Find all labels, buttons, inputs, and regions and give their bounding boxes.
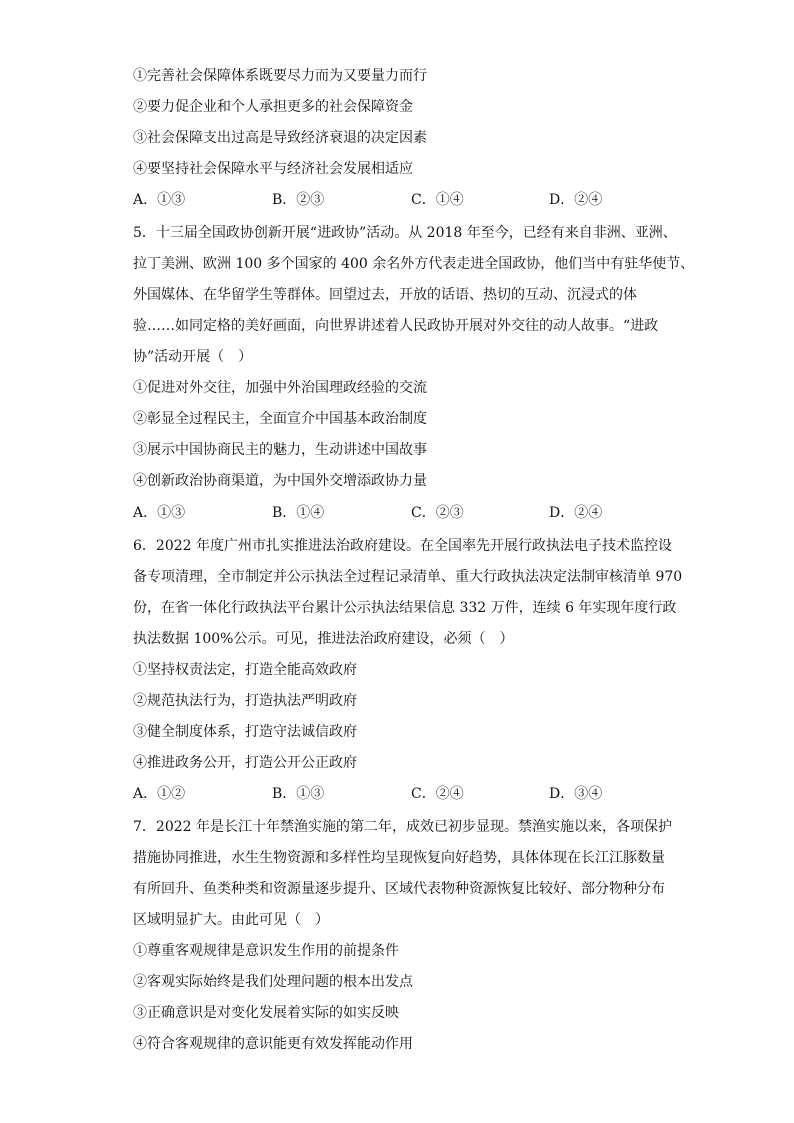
q6-stem-line-1: 6．2022 年度广州市扎实推进法治政府建设。在全国率先开展行政执法电子技术监控设 (133, 538, 672, 554)
q6-statement-2: ②规范执法行为，打造执法严明政府 (133, 693, 357, 709)
q5-stem-line-2: 拉丁美洲、欧洲 100 多个国家的 400 余名外方代表走进全国政协，他们当中有驻华使节、 (133, 256, 695, 272)
q5-stem-line-5: 协”活动开展（ ） (133, 349, 253, 365)
q5-choice-d: D．②④ (549, 505, 603, 521)
q5-stem-line-4: 验……如同定格的美好画面，向世界讲述着人民政协开展对外交往的动人故事。“进政 (133, 318, 659, 334)
q5-statement-3: ③展示中国协商民主的魅力，生动讲述中国故事 (133, 442, 427, 458)
q7-stem-line-3: 有所回升、鱼类种类和资源量逐步提升、区域代表物种资源恢复比较好、部分物种分布 (133, 881, 665, 897)
q6-statement-1: ①坚持权责法定，打造全能高效政府 (133, 662, 357, 678)
q4-statement-2: ②要力促企业和个人承担更多的社会保障资金 (133, 99, 413, 115)
q5-choice-c: C．②③ (411, 505, 464, 521)
q7-statement-1: ①尊重客观规律是意识发生作用的前提条件 (133, 943, 399, 959)
q5-choice-b: B．①④ (272, 505, 325, 521)
q5-statement-2: ②彰显全过程民主，全面宣介中国基本政治制度 (133, 411, 427, 427)
q6-choice-d: D．③④ (549, 786, 603, 802)
q6-choice-a: A．①② (133, 786, 186, 802)
q7-statement-4: ④符合客观规律的意识能更有效发挥能动作用 (133, 1036, 413, 1052)
q7-statement-2: ②客观实际始终是我们处理问题的根本出发点 (133, 974, 413, 990)
q7-stem-line-4: 区域明显扩大。由此可见（ ） (133, 912, 329, 928)
q7-statement-3: ③正确意识是对变化发展着实际的如实反映 (133, 1005, 399, 1021)
q6-statement-3: ③健全制度体系，打造守法诚信政府 (133, 724, 357, 740)
q6-statement-4: ④推进政务公开，打造公开公正政府 (133, 755, 357, 771)
q4-choice-b: B．②③ (272, 192, 325, 208)
q4-choice-a: A．①③ (133, 192, 186, 208)
q4-statement-1: ①完善社会保障体系既要尽力而为又要量力而行 (133, 68, 427, 84)
q4-choice-c: C．①④ (411, 192, 464, 208)
q7-stem-line-1: 7．2022 年是长江十年禁渔实施的第二年，成效已初步显现。禁渔实施以来，各项保护 (133, 819, 672, 835)
q5-choice-a: A．①③ (133, 505, 186, 521)
q7-stem-line-2: 措施协同推进，水生生物资源和多样性均呈现恢复向好趋势，具体体现在长江江豚数量 (133, 850, 665, 866)
q6-stem-line-3: 份，在省一体化行政执法平台累计公示执法结果信息 332 万件，连续 6 年实现年度行政 (133, 600, 677, 616)
q6-choice-b: B．①③ (272, 786, 325, 802)
q4-statement-4: ④要坚持社会保障水平与经济社会发展相适应 (133, 161, 413, 177)
q6-choice-c: C．②④ (411, 786, 464, 802)
q5-statement-1: ①促进对外交往，加强中外治国理政经验的交流 (133, 380, 427, 396)
q6-stem-line-2: 备专项清理，全市制定并公示执法全过程记录清单、重大行政执法决定法制审核清单 970 (133, 569, 683, 585)
q4-statement-3: ③社会保障支出过高是导致经济衰退的决定因素 (133, 130, 427, 146)
q5-stem-line-1: 5．十三届全国政协创新开展“进政协”活动。从 2018 年至今，已经有来自非洲、亚洲、 (133, 225, 677, 241)
q5-statement-4: ④创新政治协商渠道，为中国外交增添政协力量 (133, 473, 427, 489)
q6-stem-line-4: 执法数据 100%公示。可见，推进法治政府建设，必须（ ） (133, 631, 514, 647)
q4-choice-d: D．②④ (549, 192, 603, 208)
q5-stem-line-3: 外国媒体、在华留学生等群体。回望过去，开放的话语、热切的互动、沉浸式的体 (133, 287, 637, 303)
